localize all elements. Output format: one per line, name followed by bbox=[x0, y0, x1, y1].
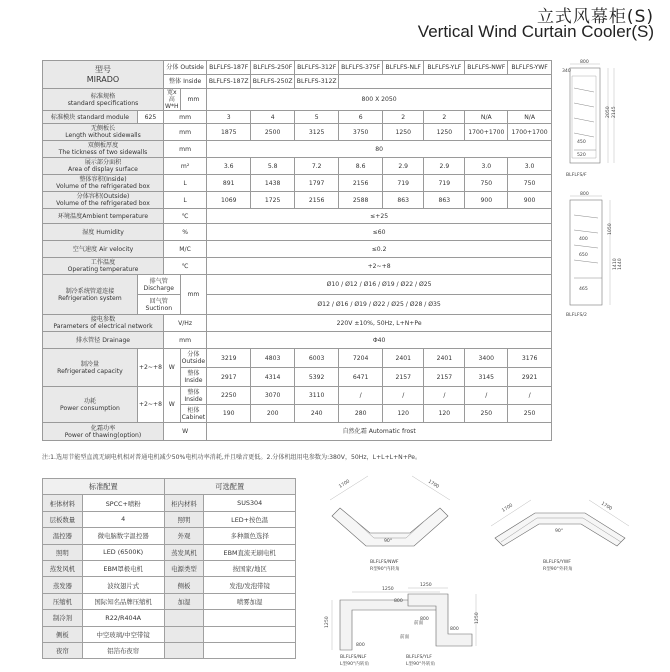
value-cell: 8.6 bbox=[339, 158, 383, 175]
config-value: 按国家/地区 bbox=[204, 560, 296, 576]
value-cell: 1250 bbox=[383, 124, 424, 141]
std-module-label: 标准模块 standard module bbox=[43, 111, 138, 124]
value-cell: 891 bbox=[207, 175, 251, 192]
value-cell: 1438 bbox=[251, 175, 295, 192]
model-out: BLFLFS-NWF bbox=[465, 61, 508, 75]
refrig-conn-label: 制冷系统管道连接 Refrigeration system bbox=[43, 275, 138, 315]
config-label: 侧板 bbox=[164, 577, 204, 593]
config-value: 波纹翅片式 bbox=[82, 577, 164, 593]
config-label: 夜帘 bbox=[43, 642, 83, 658]
dim: 1700 bbox=[338, 479, 351, 490]
value-cell: 自然化霜 Automatic frost bbox=[207, 423, 552, 441]
dim: 90° bbox=[555, 529, 564, 534]
pow-cab-label: 柜体 Cabinet bbox=[181, 406, 206, 421]
value-cell: Ø10 / Ø12 / Ø16 / Ø19 / Ø22 / Ø25 bbox=[207, 275, 552, 295]
value-cell: 900 bbox=[508, 192, 552, 209]
config-row bbox=[43, 642, 296, 658]
std-spec-unit2: mm bbox=[180, 89, 207, 111]
config-label: 侧板 bbox=[43, 626, 83, 642]
value-cell: 6471 bbox=[339, 368, 383, 387]
dim: 前面 bbox=[414, 621, 424, 626]
value-cell: 2.9 bbox=[383, 158, 424, 175]
config-value: 喷雾加湿 bbox=[204, 593, 296, 609]
dim: 2050 bbox=[606, 106, 611, 118]
value-cell: / bbox=[465, 387, 508, 405]
drawing-caption: R型90°内转角 bbox=[370, 567, 400, 572]
op-temp-label: 工作温度 Operating temperature bbox=[43, 258, 164, 275]
config-label: 照明 bbox=[43, 544, 83, 560]
dim: 400 bbox=[579, 237, 588, 242]
config-label: 加湿 bbox=[164, 593, 204, 609]
value-cell: / bbox=[339, 387, 383, 405]
drawing-caption: L型90°内转角 bbox=[340, 662, 370, 667]
config-row bbox=[43, 528, 296, 544]
value-cell: N/A bbox=[508, 111, 552, 124]
config-value: 国际知名品牌压缩机 bbox=[82, 593, 164, 609]
value-cell: N/A bbox=[465, 111, 508, 124]
value-cell: 80 bbox=[207, 141, 552, 158]
split-outside: 分体 Outside bbox=[163, 61, 206, 75]
unit-cell: W bbox=[163, 349, 180, 387]
config-label: 蒸发风机 bbox=[164, 544, 204, 560]
model-out: BLFLFS-YWF bbox=[508, 61, 552, 75]
title-en: Vertical Wind Curtain Cooler(S) bbox=[417, 22, 654, 41]
unit-cell: mm bbox=[163, 141, 206, 158]
value-cell: / bbox=[508, 387, 552, 405]
value-cell: 200 bbox=[251, 405, 295, 423]
config-label: 层板数量 bbox=[43, 511, 83, 527]
value-cell: 120 bbox=[383, 405, 424, 423]
value-cell: 1700+1700 bbox=[465, 124, 508, 141]
drawing-caption: L型90°外转角 bbox=[406, 662, 436, 667]
config-value: SPCC+喷粉 bbox=[82, 495, 164, 511]
drawing-caption: BLFLFS/YWF bbox=[543, 560, 571, 565]
dim: 800 bbox=[580, 192, 589, 197]
dim: 1700 bbox=[599, 501, 613, 512]
value-cell: 900 bbox=[465, 192, 508, 209]
unit-cell: W bbox=[163, 387, 180, 423]
dim: 340 bbox=[562, 69, 571, 74]
value-cell: 3125 bbox=[295, 124, 339, 141]
config-row bbox=[43, 577, 296, 593]
value-cell: 3.0 bbox=[465, 158, 508, 175]
value-cell: 2157 bbox=[424, 368, 465, 387]
value-cell: 2250 bbox=[207, 387, 251, 405]
config-value: EBM直流无刷电机 bbox=[204, 544, 296, 560]
display-area-label: 展示部分面积 Area of display surface bbox=[43, 158, 164, 175]
integral-inside: 整体 Inside bbox=[163, 75, 206, 89]
dim: 800 bbox=[356, 643, 365, 648]
discharge-label: 排气管 Discharge bbox=[137, 275, 180, 295]
value-cell: 2156 bbox=[295, 192, 339, 209]
unit-cell: V/Hz bbox=[163, 315, 206, 332]
dim: 前面 bbox=[400, 635, 410, 640]
value-cell: 3219 bbox=[207, 349, 251, 368]
value-cell: 3145 bbox=[465, 368, 508, 387]
value-cell: Ø12 / Ø16 / Ø19 / Ø22 / Ø25 / Ø28 / Ø35 bbox=[207, 295, 552, 315]
value-cell: 2588 bbox=[339, 192, 383, 209]
dim: 800 bbox=[580, 60, 589, 65]
unit-cell: m² bbox=[163, 158, 206, 175]
config-label: 柜体材料 bbox=[43, 495, 83, 511]
dim: 90° bbox=[384, 539, 393, 544]
unit-cell: L bbox=[163, 192, 206, 209]
dim: 1700 bbox=[426, 479, 440, 490]
title-cn: 立式风幕柜(S) bbox=[536, 7, 654, 27]
value-cell: 7.2 bbox=[295, 158, 339, 175]
sidewall-label: 双侧板厚度 The tickness of two sidewalls bbox=[43, 141, 164, 158]
config-row bbox=[43, 511, 296, 527]
model-out: BLFLFS-YLF bbox=[424, 61, 465, 75]
config-row bbox=[43, 626, 296, 642]
value-cell: 1700+1700 bbox=[508, 124, 552, 141]
value-cell: 5.8 bbox=[251, 158, 295, 175]
config-label: 制冷剂 bbox=[43, 610, 83, 626]
config-label: 温控器 bbox=[43, 528, 83, 544]
value-cell: / bbox=[424, 387, 465, 405]
unit-cell: mm bbox=[180, 275, 207, 315]
value-cell: 750 bbox=[508, 175, 552, 192]
value-cell: 719 bbox=[424, 175, 465, 192]
value-cell: 4803 bbox=[251, 349, 295, 368]
spec-table bbox=[42, 60, 552, 441]
config-label bbox=[164, 610, 204, 626]
dim: 800 bbox=[450, 627, 459, 632]
config-value: LED+按色温 bbox=[204, 511, 296, 527]
value-cell: 250 bbox=[508, 405, 552, 423]
drawing-caption: BLFLFS/NLF bbox=[340, 655, 367, 660]
value-cell: 2 bbox=[383, 111, 424, 124]
config-value: SUS304 bbox=[204, 495, 296, 511]
config-row bbox=[43, 593, 296, 609]
suction-label: 回气管 Suctinon bbox=[137, 295, 180, 315]
value-cell: 190 bbox=[207, 405, 251, 423]
config-value bbox=[204, 626, 296, 642]
drainage-label: 排水管径 Drainage bbox=[43, 332, 164, 349]
config-label: 压缩机 bbox=[43, 593, 83, 609]
value-cell: 3176 bbox=[508, 349, 552, 368]
unit-cell: L bbox=[163, 175, 206, 192]
config-value: EBM罩极电机 bbox=[82, 560, 164, 576]
value-cell: 2500 bbox=[251, 124, 295, 141]
cap-out-label: 分体 Outside bbox=[180, 349, 207, 368]
drawing-l-outer bbox=[390, 580, 480, 672]
model-out: BLFLFS-375F bbox=[339, 61, 383, 75]
config-label: 蒸发器 bbox=[43, 577, 83, 593]
value-cell: 220V ±10%, 50Hz, L+N+Pe bbox=[207, 315, 552, 332]
value-cell: +2~+8 bbox=[207, 258, 552, 275]
value-cell: 3400 bbox=[465, 349, 508, 368]
config-value: 4 bbox=[82, 511, 164, 527]
value-cell: 7204 bbox=[339, 349, 383, 368]
value-cell: 2921 bbox=[508, 368, 552, 387]
config-value: LED (6500K) bbox=[82, 544, 164, 560]
config-value: 微电脑数字温控器 bbox=[82, 528, 164, 544]
value-cell: 6 bbox=[339, 111, 383, 124]
value-cell: 280 bbox=[339, 405, 383, 423]
config-label: 照明 bbox=[164, 511, 204, 527]
value-cell: 1875 bbox=[207, 124, 251, 141]
electrical-label: 接电参数 Parameters of electrical network bbox=[43, 315, 164, 332]
power-label: 功耗 Power consumption bbox=[43, 387, 138, 423]
drawing-side-f bbox=[560, 58, 640, 182]
config-value: 中空玻璃/中空带镜 bbox=[82, 626, 164, 642]
value-cell: ≤0.2 bbox=[207, 241, 552, 258]
dim: 1250 bbox=[382, 587, 394, 592]
cap-in-label: 整体 Inside bbox=[180, 368, 207, 387]
drawing-r-inner bbox=[320, 478, 460, 582]
config-value: R22/R404A bbox=[82, 610, 164, 626]
vol-outside-label: 分体容积(Outside) Volume of the refrigerated box bbox=[43, 192, 164, 209]
unit-cell: M/C bbox=[163, 241, 206, 258]
drawing-caption: R型90°外转角 bbox=[543, 567, 573, 572]
value-cell: 5392 bbox=[295, 368, 339, 387]
dim: 800 bbox=[420, 617, 429, 622]
pow-in-label: 整体 Inside bbox=[180, 387, 207, 405]
std-spec-value: 800 X 2050 bbox=[207, 89, 552, 111]
config-value: 多种颜色选择 bbox=[204, 528, 296, 544]
drawing-caption: BLFLFS/NWF bbox=[370, 560, 399, 565]
dim: 1440 bbox=[618, 258, 623, 270]
model-in: BLFLFS-187Z bbox=[207, 75, 251, 89]
value-cell: Φ40 bbox=[207, 332, 552, 349]
unit-cell: ℃ bbox=[163, 209, 206, 224]
value-cell: 3110 bbox=[295, 387, 339, 405]
std-module-unit: mm bbox=[163, 111, 206, 124]
model-out: BLFLFS-250F bbox=[251, 61, 295, 75]
config-label: 蒸发风机 bbox=[43, 560, 83, 576]
model-out: BLFLFS-312F bbox=[295, 61, 339, 75]
drawing-r-outer bbox=[485, 478, 635, 582]
value-cell: 1250 bbox=[424, 124, 465, 141]
thawing-label: 化霜功率 Power of thawing(option) bbox=[43, 423, 164, 441]
config-value bbox=[204, 610, 296, 626]
dim: 1410 bbox=[613, 258, 618, 270]
dim: 800 bbox=[394, 599, 403, 604]
config-value bbox=[204, 642, 296, 658]
unit-cell: % bbox=[163, 224, 206, 241]
std-module-num: 625 bbox=[137, 111, 163, 124]
value-cell: 2157 bbox=[383, 368, 424, 387]
config-label: 柜内材料 bbox=[164, 495, 204, 511]
model-out: BLFLFS-NLF bbox=[383, 61, 424, 75]
config-label bbox=[164, 642, 204, 658]
value-cell: 863 bbox=[424, 192, 465, 209]
dim: 450 bbox=[577, 140, 586, 145]
dim: 1250 bbox=[420, 583, 432, 588]
vol-inside-label: 整体容积(Inside) Volume of the refrigerated box bbox=[43, 175, 164, 192]
temp-cell: +2~+8 bbox=[137, 349, 163, 387]
config-row bbox=[43, 560, 296, 576]
length-label: 无侧板长 Length without sidewalls bbox=[43, 124, 164, 141]
dim: 1250 bbox=[325, 616, 330, 628]
footnote: 注:1.选用节能型直流无刷电机相对普通电机减少50%电机功率消耗,并且噪音更低。2.分体机组用电参数为:380V，50Hz，L+L+L+N+Pe。 bbox=[42, 454, 422, 461]
std-spec-label: 标准规格 standard specifications bbox=[43, 89, 164, 111]
unit-cell: mm bbox=[163, 124, 206, 141]
value-cell: 3750 bbox=[339, 124, 383, 141]
config-label bbox=[164, 626, 204, 642]
model-label: 型号 MIRADO bbox=[43, 61, 164, 89]
config-label: 电源类型 bbox=[164, 560, 204, 576]
value-cell: 250 bbox=[465, 405, 508, 423]
value-cell: 3 bbox=[207, 111, 251, 124]
value-cell: 2 bbox=[424, 111, 465, 124]
unit-cell: ℃ bbox=[163, 258, 206, 275]
humidity-label: 湿度 Humidity bbox=[43, 224, 164, 241]
dim: 1250 bbox=[475, 612, 480, 624]
ambient-label: 环境温度Ambient temperature bbox=[43, 209, 164, 224]
value-cell: 2401 bbox=[424, 349, 465, 368]
dim: 2145 bbox=[612, 106, 617, 118]
value-cell: 2917 bbox=[207, 368, 251, 387]
opt-config-title: 可选配置 bbox=[164, 479, 295, 495]
model-in: BLFLFS-250Z bbox=[251, 75, 295, 89]
value-cell: 2401 bbox=[383, 349, 424, 368]
value-cell: / bbox=[383, 387, 424, 405]
config-value: 发泡/发泡带镜 bbox=[204, 577, 296, 593]
temp-cell: +2~+8 bbox=[137, 387, 163, 423]
std-spec-unit1: 宽x高 W*H bbox=[164, 89, 179, 110]
config-row bbox=[43, 495, 296, 511]
dim: 1050 bbox=[608, 223, 613, 235]
value-cell: 6003 bbox=[295, 349, 339, 368]
value-cell: 1725 bbox=[251, 192, 295, 209]
value-cell: 750 bbox=[465, 175, 508, 192]
dim: 650 bbox=[579, 253, 588, 258]
unit-cell: W bbox=[163, 423, 206, 441]
value-cell: 1797 bbox=[295, 175, 339, 192]
value-cell: 3.6 bbox=[207, 158, 251, 175]
value-cell: ≤60 bbox=[207, 224, 552, 241]
capacity-label: 制冷量 Refrigerated capacity bbox=[43, 349, 138, 387]
drawing-caption: BLFLFS/F bbox=[566, 173, 587, 178]
dim: 465 bbox=[579, 287, 588, 292]
config-label: 外观 bbox=[164, 528, 204, 544]
air-velocity-label: 空气速度 Air velocity bbox=[43, 241, 164, 258]
value-cell: 2.9 bbox=[424, 158, 465, 175]
value-cell: 2156 bbox=[339, 175, 383, 192]
value-cell: 5 bbox=[295, 111, 339, 124]
config-row bbox=[43, 544, 296, 560]
drawing-caption: BLFLFS/YLF bbox=[406, 655, 432, 660]
dim: 520 bbox=[577, 153, 586, 158]
value-cell: 4314 bbox=[251, 368, 295, 387]
config-table bbox=[42, 478, 296, 659]
value-cell: 4 bbox=[251, 111, 295, 124]
value-cell: 240 bbox=[295, 405, 339, 423]
value-cell: 120 bbox=[424, 405, 465, 423]
dim: 1700 bbox=[501, 503, 514, 514]
value-cell: ≤+25 bbox=[207, 209, 552, 224]
config-row bbox=[43, 610, 296, 626]
std-config-title: 标准配置 bbox=[43, 479, 165, 495]
value-cell: 3070 bbox=[251, 387, 295, 405]
value-cell: 719 bbox=[383, 175, 424, 192]
value-cell: 863 bbox=[383, 192, 424, 209]
model-out: BLFLFS-187F bbox=[207, 61, 251, 75]
drawing-caption: BLFLFS/2 bbox=[566, 313, 587, 318]
value-cell: 1069 bbox=[207, 192, 251, 209]
config-value: 铝箔布夜帘 bbox=[82, 642, 164, 658]
model-in: BLFLFS-312Z bbox=[295, 75, 339, 89]
value-cell: 3.0 bbox=[508, 158, 552, 175]
unit-cell: mm bbox=[163, 332, 206, 349]
drawing-side-2 bbox=[560, 190, 640, 334]
